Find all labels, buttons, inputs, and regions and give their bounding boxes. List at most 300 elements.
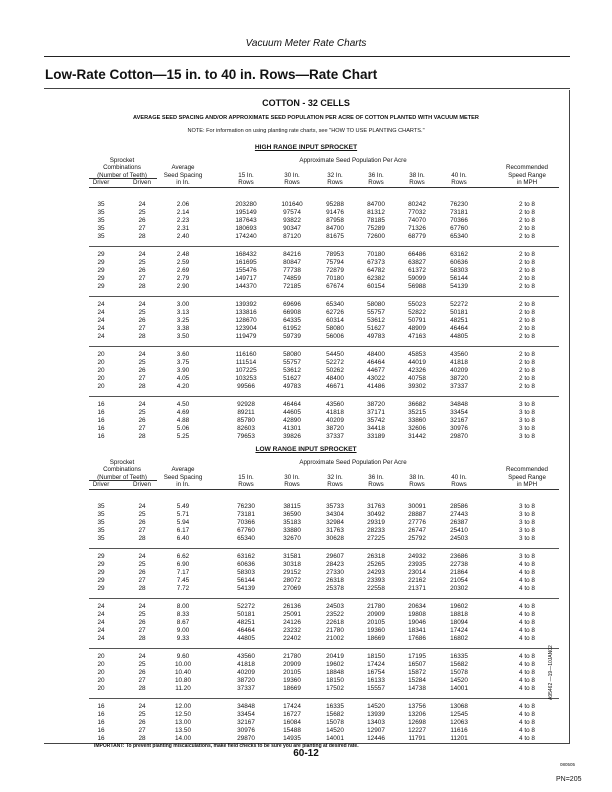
cell-r38: 36682 <box>408 401 426 408</box>
cell-r40: 12545 <box>450 711 468 718</box>
cell-avg-spacing: 10.40 <box>175 669 191 676</box>
cell-r30: 29152 <box>283 569 301 576</box>
cell-avg-spacing: 3.13 <box>176 309 190 316</box>
cell-r40: 27443 <box>450 511 468 518</box>
cell-r32: 95288 <box>326 201 344 208</box>
cell-driven: 27 <box>138 627 146 634</box>
cell-speed: 4 to 8 <box>519 611 535 618</box>
cell-speed: 4 to 8 <box>519 569 535 576</box>
cell-driven: 25 <box>138 359 146 366</box>
cell-r38: 23014 <box>408 569 426 576</box>
cell-r40: 19602 <box>450 603 468 610</box>
cell-r30: 44605 <box>283 409 301 416</box>
table-row <box>0 425 612 433</box>
high-hdr-rule-bottom <box>89 187 559 188</box>
table-row <box>0 325 612 333</box>
cell-r40: 46464 <box>450 325 468 332</box>
cell-driven: 27 <box>138 727 146 734</box>
cell-r38: 21371 <box>408 585 426 592</box>
cell-r32: 18150 <box>326 677 344 684</box>
table-row <box>0 217 612 225</box>
cell-avg-spacing: 6.17 <box>176 527 190 534</box>
cell-r40: 18094 <box>450 619 468 626</box>
cell-speed: 2 to 8 <box>519 301 535 308</box>
cell-speed: 2 to 8 <box>519 225 535 232</box>
cell-speed: 4 to 8 <box>519 577 535 584</box>
table-row <box>0 519 612 527</box>
table-row <box>0 561 612 569</box>
cell-avg-spacing: 6.40 <box>176 535 190 542</box>
cell-r40: 20302 <box>450 585 468 592</box>
cell-driver: 35 <box>97 225 105 232</box>
high-hdr-r30: 30 In. Rows <box>284 171 300 187</box>
cell-r32: 70180 <box>326 275 344 282</box>
low-range-title-text: LOW RANGE INPUT SPROCKET <box>255 446 357 453</box>
cell-r38: 40758 <box>408 375 426 382</box>
cell-driven: 24 <box>138 351 146 358</box>
cell-r36: 48400 <box>367 351 385 358</box>
cell-r32: 29607 <box>326 553 344 560</box>
table-row <box>0 703 612 711</box>
cell-r40: 21054 <box>450 577 468 584</box>
cell-r36: 20105 <box>367 619 385 626</box>
figure-id: A95462 —19—10JAN02 <box>548 645 554 700</box>
cell-r36: 31763 <box>367 503 385 510</box>
cell-r38: 27776 <box>408 519 426 526</box>
cell-r40: 14001 <box>450 685 468 692</box>
cell-r38: 50791 <box>408 317 426 324</box>
cell-r40: 34848 <box>450 401 468 408</box>
cell-r32: 40209 <box>326 417 344 424</box>
cell-r38: 24932 <box>408 553 426 560</box>
table-row <box>0 351 612 359</box>
cell-r15: 67760 <box>237 527 255 534</box>
cell-driven: 28 <box>138 735 146 742</box>
cell-r40: 23686 <box>450 553 468 560</box>
cell-avg-spacing: 12.50 <box>175 711 191 718</box>
cell-r40: 11616 <box>450 727 468 734</box>
cell-r30: 30318 <box>283 561 301 568</box>
cell-speed: 4 to 8 <box>519 711 535 718</box>
cell-driver: 20 <box>97 669 105 676</box>
low-hdr-r38: 38 In. Rows <box>409 473 425 489</box>
group-separator <box>89 396 559 397</box>
cell-r30: 22402 <box>283 635 301 642</box>
cell-speed: 4 to 8 <box>519 735 535 742</box>
cell-r32: 15078 <box>326 719 344 726</box>
cell-driver: 20 <box>97 351 105 358</box>
cell-r30: 31581 <box>283 553 301 560</box>
cell-speed: 2 to 8 <box>519 333 535 340</box>
cell-r32: 72879 <box>326 267 344 274</box>
cell-speed: 4 to 8 <box>519 677 535 684</box>
cell-r40: 13068 <box>450 703 468 710</box>
cell-r30: 61952 <box>283 325 301 332</box>
cell-speed: 3 to 8 <box>519 409 535 416</box>
cell-r15: 116160 <box>235 351 257 358</box>
cell-r40: 24503 <box>450 535 468 542</box>
cell-r36: 44677 <box>367 367 385 374</box>
cell-r15: 149717 <box>235 275 257 282</box>
cell-driven: 27 <box>138 225 146 232</box>
cell-avg-spacing: 3.75 <box>176 359 190 366</box>
high-hdr-speed: Recommended Speed Range in MPH <box>506 164 548 187</box>
high-hdr-r40: 40 In. Rows <box>451 171 467 187</box>
cell-r30: 58080 <box>283 351 301 358</box>
cell-r15: 44805 <box>237 635 255 642</box>
low-hdr-r40: 40 In. Rows <box>451 473 467 489</box>
cell-r15: 144370 <box>235 283 257 290</box>
table-row <box>0 375 612 383</box>
cell-r32: 43560 <box>326 401 344 408</box>
cell-r30: 101640 <box>281 201 303 208</box>
cell-r40: 37337 <box>450 383 468 390</box>
cell-speed: 4 to 8 <box>519 619 535 626</box>
cell-r15: 174240 <box>235 233 257 240</box>
cell-r38: 25792 <box>408 535 426 542</box>
cell-r30: 55757 <box>283 359 301 366</box>
cell-r38: 19046 <box>408 619 426 626</box>
low-hdr-r36: 36 In. Rows <box>368 473 384 489</box>
cell-speed: 4 to 8 <box>519 627 535 634</box>
cell-driven: 26 <box>138 669 146 676</box>
cell-speed: 3 to 8 <box>519 503 535 510</box>
cell-r32: 78953 <box>326 251 344 258</box>
cell-r32: 15682 <box>326 711 344 718</box>
cell-driven: 27 <box>138 677 146 684</box>
cell-r30: 66908 <box>283 309 301 316</box>
cell-driven: 28 <box>138 283 146 290</box>
cell-driven: 26 <box>138 519 146 526</box>
cell-speed: 2 to 8 <box>519 217 535 224</box>
cell-driver: 35 <box>97 511 105 518</box>
cell-r15: 168432 <box>235 251 257 258</box>
cell-r32: 27330 <box>326 569 344 576</box>
cell-driven: 28 <box>138 333 146 340</box>
cell-speed: 3 to 8 <box>519 553 535 560</box>
high-hdr-driver: Driver <box>92 179 110 186</box>
cell-r36: 12907 <box>367 727 385 734</box>
cell-driver: 29 <box>97 267 105 274</box>
cell-r38: 23935 <box>408 561 426 568</box>
cell-driven: 25 <box>138 611 146 618</box>
cell-speed: 3 to 8 <box>519 535 535 542</box>
cell-r40: 60636 <box>450 259 468 266</box>
cell-r30: 21780 <box>283 653 301 660</box>
cell-r36: 51627 <box>367 325 385 332</box>
cell-r38: 13206 <box>408 711 426 718</box>
cell-r36: 34418 <box>367 425 385 432</box>
cell-avg-spacing: 2.31 <box>176 225 190 232</box>
cell-avg-spacing: 13.00 <box>175 719 191 726</box>
low-hdr-driven: Driven <box>133 481 151 488</box>
table-row <box>0 259 612 267</box>
table-row <box>0 603 612 611</box>
cell-avg-spacing: 4.05 <box>176 375 190 382</box>
cell-driver: 20 <box>97 653 105 660</box>
table-row <box>0 535 612 543</box>
table-row <box>0 301 612 309</box>
cell-driven: 24 <box>138 703 146 710</box>
cell-speed: 2 to 8 <box>519 351 535 358</box>
cell-driven: 28 <box>138 685 146 692</box>
cell-driver: 16 <box>97 735 105 742</box>
cell-avg-spacing: 3.90 <box>176 367 190 374</box>
cell-speed: 2 to 8 <box>519 251 535 258</box>
cell-driver: 35 <box>97 527 105 534</box>
cell-r30: 24126 <box>283 619 301 626</box>
cell-r36: 19360 <box>367 627 385 634</box>
cell-r30: 27069 <box>283 585 301 592</box>
cell-speed: 2 to 8 <box>519 259 535 266</box>
cell-r15: 89211 <box>237 409 255 416</box>
cell-r36: 78185 <box>367 217 385 224</box>
cell-speed: 2 to 8 <box>519 317 535 324</box>
high-range-title <box>0 144 612 151</box>
cell-r38: 77032 <box>408 209 426 216</box>
cell-r32: 58080 <box>326 325 344 332</box>
cell-avg-spacing: 6.90 <box>176 561 190 568</box>
cell-r15: 203280 <box>235 201 257 208</box>
cell-r38: 61372 <box>408 267 426 274</box>
cell-driven: 25 <box>138 209 146 216</box>
cell-speed: 4 to 8 <box>519 661 535 668</box>
cell-r36: 17424 <box>367 661 385 668</box>
cell-driver: 29 <box>97 251 105 258</box>
cell-driver: 24 <box>97 317 105 324</box>
cell-r40: 15078 <box>450 669 468 676</box>
cell-driver: 24 <box>97 325 105 332</box>
cell-r30: 77738 <box>283 267 301 274</box>
cell-r15: 133816 <box>235 309 257 316</box>
cell-r40: 18818 <box>450 611 468 618</box>
cell-r36: 24293 <box>367 569 385 576</box>
cell-r40: 54139 <box>450 283 468 290</box>
cell-avg-spacing: 10.80 <box>175 677 191 684</box>
table-row <box>0 611 612 619</box>
cell-r36: 18150 <box>367 653 385 660</box>
cell-r40: 16335 <box>450 653 468 660</box>
cell-r36: 29319 <box>367 519 385 526</box>
high-hdr-avg-spacing: Average Seed Spacing in In. <box>163 164 203 187</box>
cell-avg-spacing: 4.20 <box>176 383 190 390</box>
cell-r38: 71326 <box>408 225 426 232</box>
cell-r38: 28887 <box>408 511 426 518</box>
cell-driver: 20 <box>97 359 105 366</box>
cell-r30: 69696 <box>283 301 301 308</box>
cell-driven: 26 <box>138 619 146 626</box>
cell-r15: 38720 <box>237 677 255 684</box>
cell-driver: 24 <box>97 333 105 340</box>
cell-r30: 17424 <box>283 703 301 710</box>
high-hdr-r38: 38 In. Rows <box>409 171 425 187</box>
cell-r30: 41301 <box>283 425 301 432</box>
cell-r32: 60314 <box>326 317 344 324</box>
table-row <box>0 225 612 233</box>
cell-speed: 3 to 8 <box>519 401 535 408</box>
cell-r38: 74070 <box>408 217 426 224</box>
cell-r36: 60154 <box>367 283 385 290</box>
cell-r15: 180693 <box>235 225 257 232</box>
cell-driven: 25 <box>138 511 146 518</box>
cell-r40: 63162 <box>450 251 468 258</box>
cell-driven: 25 <box>138 561 146 568</box>
cell-driver: 16 <box>97 719 105 726</box>
cell-driver: 29 <box>97 283 105 290</box>
cell-avg-spacing: 11.20 <box>175 685 191 692</box>
cell-driven: 24 <box>138 251 146 258</box>
cell-r30: 53612 <box>283 367 301 374</box>
cell-r32: 87958 <box>326 217 344 224</box>
cell-r30: 64335 <box>283 317 301 324</box>
cell-r32: 56006 <box>326 333 344 340</box>
cell-r38: 39302 <box>408 383 426 390</box>
cell-r30: 49783 <box>283 383 301 390</box>
cell-driver: 24 <box>97 619 105 626</box>
cell-r32: 24503 <box>326 603 344 610</box>
cell-avg-spacing: 4.69 <box>176 409 190 416</box>
cell-r36: 35742 <box>367 417 385 424</box>
cell-speed: 2 to 8 <box>519 325 535 332</box>
low-hdr-avg-spacing: Average Seed Spacing in In. <box>163 466 203 489</box>
cell-r38: 63827 <box>408 259 426 266</box>
cell-r32: 18848 <box>326 669 344 676</box>
cell-r38: 45853 <box>408 351 426 358</box>
low-hdr-r32: 32 In. Rows <box>327 473 343 489</box>
cell-r38: 52822 <box>408 309 426 316</box>
cell-r32: 38720 <box>326 425 344 432</box>
cell-driver: 29 <box>97 259 105 266</box>
cell-avg-spacing: 3.38 <box>176 325 190 332</box>
cell-speed: 4 to 8 <box>519 603 535 610</box>
cell-r15: 46464 <box>237 627 255 634</box>
cell-r36: 43022 <box>367 375 385 382</box>
cell-driven: 25 <box>138 309 146 316</box>
cell-r30: 46464 <box>283 401 301 408</box>
table-row <box>0 309 612 317</box>
cell-r36: 27225 <box>367 535 385 542</box>
cell-r36: 81312 <box>367 209 385 216</box>
cell-r15: 76230 <box>237 503 255 510</box>
cell-driven: 27 <box>138 275 146 282</box>
cell-avg-spacing: 2.40 <box>176 233 190 240</box>
cell-r38: 20634 <box>408 603 426 610</box>
cell-speed: 2 to 8 <box>519 367 535 374</box>
cell-avg-spacing: 2.23 <box>176 217 190 224</box>
cell-r38: 35215 <box>408 409 426 416</box>
cell-r15: 187643 <box>235 217 257 224</box>
cell-speed: 2 to 8 <box>519 283 535 290</box>
cell-avg-spacing: 7.45 <box>176 577 190 584</box>
cell-r32: 75794 <box>326 259 344 266</box>
cell-r40: 12063 <box>450 719 468 726</box>
cell-r38: 47163 <box>408 333 426 340</box>
cell-r40: 32167 <box>450 417 468 424</box>
cell-driven: 27 <box>138 577 146 584</box>
cell-driven: 24 <box>138 553 146 560</box>
cell-r30: 25091 <box>283 611 301 618</box>
cell-speed: 2 to 8 <box>519 359 535 366</box>
cell-r36: 30492 <box>367 511 385 518</box>
cell-r30: 39826 <box>283 433 301 440</box>
cell-driven: 24 <box>138 201 146 208</box>
table-row <box>0 275 612 283</box>
cell-r15: 43560 <box>237 653 255 660</box>
cell-r15: 58303 <box>237 569 255 576</box>
cell-r30: 16727 <box>283 711 301 718</box>
cell-r15: 128670 <box>235 317 257 324</box>
cell-speed: 3 to 8 <box>519 511 535 518</box>
cell-r32: 65340 <box>326 301 344 308</box>
cell-r38: 18341 <box>408 627 426 634</box>
cell-speed: 2 to 8 <box>519 383 535 390</box>
table-row <box>0 383 612 391</box>
cell-avg-spacing: 13.50 <box>175 727 191 734</box>
low-hdr-rule-sprocket <box>89 480 157 481</box>
cell-r36: 67373 <box>367 259 385 266</box>
cell-driven: 25 <box>138 409 146 416</box>
cell-r15: 63162 <box>237 553 255 560</box>
cell-r36: 13939 <box>367 711 385 718</box>
table-row <box>0 333 612 341</box>
cell-driven: 24 <box>138 401 146 408</box>
cell-r30: 28072 <box>283 577 301 584</box>
cell-r40: 17424 <box>450 627 468 634</box>
cell-speed: 4 to 8 <box>519 669 535 676</box>
cell-r32: 54450 <box>326 351 344 358</box>
cell-r32: 22618 <box>326 619 344 626</box>
cell-r40: 25410 <box>450 527 468 534</box>
cell-r40: 38720 <box>450 375 468 382</box>
cell-r38: 66486 <box>408 251 426 258</box>
cell-r36: 62382 <box>367 275 385 282</box>
table-row <box>0 553 612 561</box>
cell-driver: 35 <box>97 201 105 208</box>
cell-r36: 14520 <box>367 703 385 710</box>
cell-r15: 119479 <box>235 333 257 340</box>
page-title: Low-Rate Cotton—15 in. to 40 in. Rows—Rate Chart <box>45 67 378 82</box>
cell-r38: 68779 <box>408 233 426 240</box>
cell-driver: 29 <box>97 577 105 584</box>
cell-r32: 32984 <box>326 519 344 526</box>
cell-r38: 32606 <box>408 425 426 432</box>
cell-driver: 24 <box>97 603 105 610</box>
cell-r40: 67760 <box>450 225 468 232</box>
cell-r15: 99566 <box>237 383 255 390</box>
cell-r30: 15488 <box>283 727 301 734</box>
cell-r15: 155476 <box>235 267 257 274</box>
cell-r36: 84700 <box>367 201 385 208</box>
cell-avg-spacing: 2.90 <box>176 283 190 290</box>
cell-driver: 29 <box>97 585 105 592</box>
cell-r30: 80847 <box>283 259 301 266</box>
cell-speed: 2 to 8 <box>519 209 535 216</box>
cell-driver: 16 <box>97 711 105 718</box>
cell-avg-spacing: 5.49 <box>176 503 190 510</box>
cell-r38: 42326 <box>408 367 426 374</box>
high-hdr-r15: 15 In. Rows <box>238 171 254 187</box>
cell-avg-spacing: 9.00 <box>176 627 190 634</box>
cell-r32: 50262 <box>326 367 344 374</box>
low-range-title <box>0 446 612 453</box>
low-hdr-r30: 30 In. Rows <box>284 473 300 489</box>
table-row <box>0 401 612 409</box>
cell-driven: 27 <box>138 527 146 534</box>
cell-driven: 28 <box>138 535 146 542</box>
table-row <box>0 359 612 367</box>
cell-r32: 52272 <box>326 359 344 366</box>
cell-driven: 28 <box>138 383 146 390</box>
